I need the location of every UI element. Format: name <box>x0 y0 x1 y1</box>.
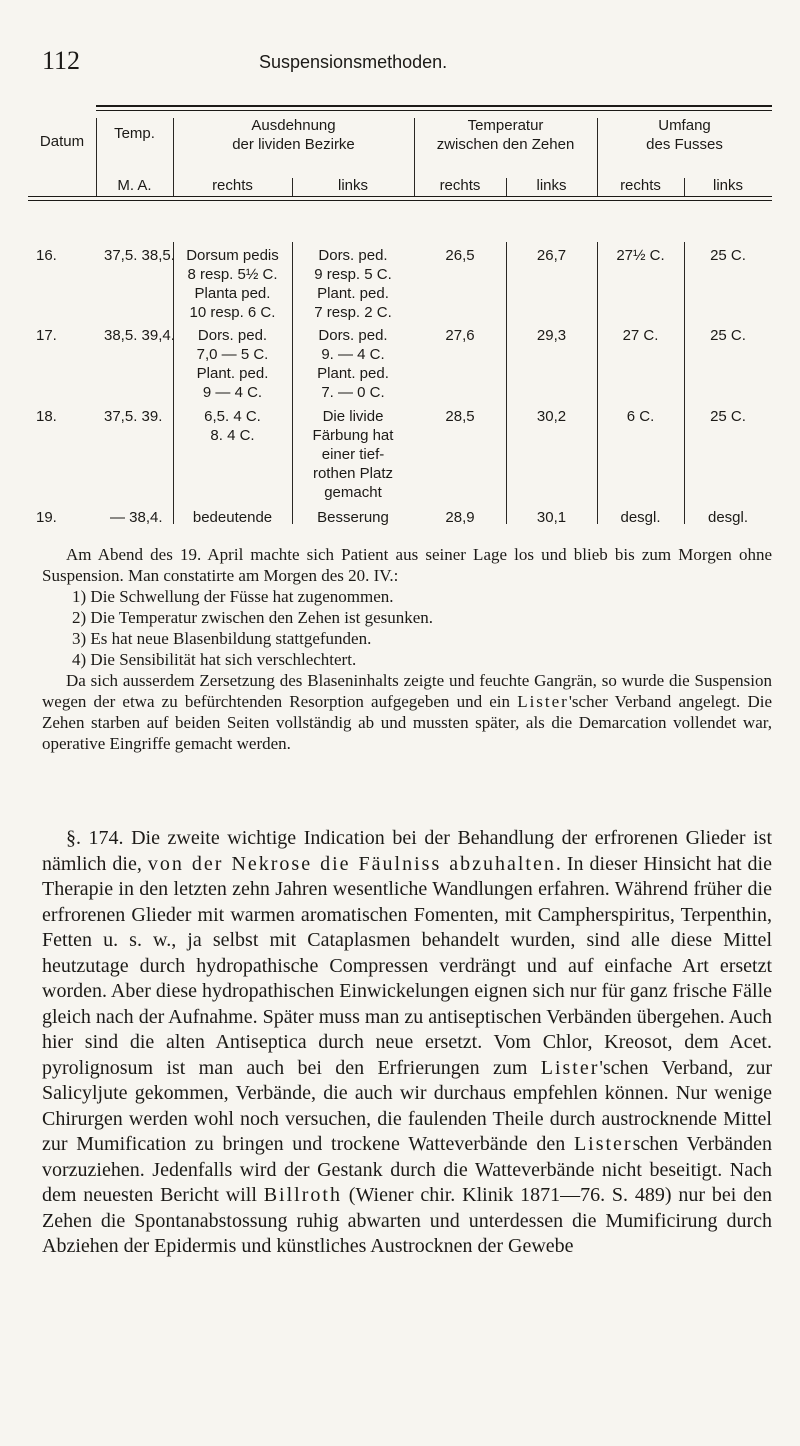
cell-ausdehnung-links: 9 resp. 5 C. <box>314 266 392 283</box>
cell-ausdehnung-links: Plant. ped. <box>317 285 389 302</box>
list-item: 4) Die Sensibilität hat sich verschlechtert. <box>72 650 357 669</box>
cell-ausdehnung-links: Dors. ped. <box>318 247 388 264</box>
cell-temp-links: 30,1 <box>536 509 567 526</box>
cell-ausdehnung-rechts: bedeutende <box>192 509 273 526</box>
header-temp: Temp. <box>114 125 155 142</box>
cell-ausdehnung-links: Färbung hat <box>312 427 394 444</box>
cell-temp: 37,5. 38,5. <box>104 247 175 264</box>
findings-list <box>42 586 772 670</box>
text-run: Da sich ausserdem Zersetzung des Blaseninhalts zeigte und feuchte Gangrän, so wurde die Suspension wegen der etwa zu befürchtenden Resorption aufgegeben und ein <box>42 671 772 711</box>
running-header <box>42 40 772 75</box>
cell-umfang-rechts: 27 C. <box>622 327 659 344</box>
paragraph <box>42 826 772 1260</box>
text-run: schen Verbänden vorzuziehen. Jedenfalls wird der Gestank durch die Watteverbände nicht beseitigt. Nach dem neuesten Bericht will <box>42 1133 772 1206</box>
header-rechts: rechts <box>439 177 481 194</box>
cell-datum: 18. <box>36 408 57 425</box>
cell-ausdehnung-links: Dors. ped. <box>318 327 388 344</box>
text-run: 'scher Verband angelegt. Die Zehen starben auf beiden Seiten vollständig ab und mussten später, als die Demarcation vollendet war, operative Eingriffe gemacht werden. <box>42 692 772 753</box>
paragraph <box>42 670 772 754</box>
text-run: . In dieser Hinsicht hat die Therapie in den letzten zehn Jahren wesentliche Wandlungen erfahren. Während früher die erfrorenen Glieder mit warmen aromatischen Fomenten, mit Campherspiritus, Terpenthin, Fetten u. s. w., ja selbst mit Cataplasmen behandelt wurden, sind alle diese Mittel heutzutage durch hydropathische Compressen verdrängt und auf einfache Art ersetzt worden. Aber diese hydropathischen Einwickelungen eignen sich nur für ganz frische Fälle gleich nach der Aufnahme. Später muss man zu antiseptischen Verbänden übergehen. Auch hier sind die alten Antiseptica durch neue ersetzt. Vom Chlor, Kreosot, dem Acet. pyrolignosum ist man auch bei den Erfrierungen zum <box>42 852 772 1079</box>
running-title: Suspensionsmethoden. <box>259 52 448 72</box>
cell-temp-rechts: 27,6 <box>445 327 475 344</box>
cell-ausdehnung-links: rothen Platz <box>312 465 394 482</box>
cell-ausdehnung-rechts: 6,5. 4 C. <box>204 408 261 425</box>
cell-ausdehnung-links: Besserung <box>317 509 389 526</box>
cell-ausdehnung-rechts: Planta ped. <box>194 285 271 302</box>
header-links: links <box>536 177 567 194</box>
section-174 <box>42 826 772 1260</box>
emphasis: von der Nekrose die Fäulniss abzuhalten <box>147 852 556 875</box>
header-rechts: rechts <box>212 177 253 194</box>
cell-datum: 19. <box>36 509 57 526</box>
header-ausdehnung-sub: der lividen Bezirke <box>232 136 355 153</box>
cell-ausdehnung-links: Plant. ped. <box>317 365 389 382</box>
header-ausdehnung: Ausdehnung <box>251 117 336 134</box>
cell-datum: 16. <box>36 247 57 264</box>
cell-temp: 37,5. 39. <box>104 408 163 425</box>
header-links: links <box>712 177 743 194</box>
cell-ausdehnung-links: gemacht <box>324 484 382 501</box>
cell-umfang-links: 25 C. <box>710 327 746 344</box>
cell-temp-links: 30,2 <box>536 408 567 425</box>
table-header-rule-thin <box>28 200 772 201</box>
text-run: (Wiener chir. Klinik 1871—76. S. 489) nur bei den Zehen die Spontanabstossung ruhig abwarten und unterdessen die Mumificirung durch Abziehen der Epidermis und künstliches Austrocknen der Gewebe <box>42 1184 772 1257</box>
table-header-rule <box>28 196 772 197</box>
header-datum: Datum <box>39 133 85 150</box>
cell-ausdehnung-rechts: 8. 4 C. <box>210 427 255 444</box>
header-temperatur-sub: zwischen den Zehen <box>436 136 575 153</box>
header-links: links <box>337 177 368 194</box>
cell-ausdehnung-rechts: 10 resp. 6 C. <box>189 304 276 321</box>
cell-temp-rechts: 28,9 <box>445 509 475 526</box>
cell-ausdehnung-rechts: 9 — 4 C. <box>202 384 263 401</box>
table-top-rule <box>96 105 772 107</box>
cell-ausdehnung-rechts: 8 resp. 5½ C. <box>187 266 278 283</box>
text-run: §. 174. Die zweite wichtige Indication bei der Behandlung der erfrorenen Glieder ist nämlich die, <box>42 827 772 875</box>
cell-ausdehnung-links: Die livide <box>322 408 384 425</box>
header-temperatur: Temperatur <box>467 117 544 134</box>
cell-umfang-rechts: desgl. <box>620 509 661 526</box>
cell-ausdehnung-rechts: 7,0 — 5 C. <box>196 346 269 363</box>
header-temp-sub: M. A. <box>117 177 152 194</box>
cell-temp: — 38,4. <box>110 509 163 526</box>
cell-ausdehnung-links: 9. — 4 C. <box>321 346 385 363</box>
header-umfang: Umfang <box>658 117 711 134</box>
col-divider <box>597 242 598 524</box>
list-item: 3) Es hat neue Blasenbildung stattgefunden. <box>72 629 372 648</box>
paragraph: Am Abend des 19. April machte sich Patient aus seiner Lage los und blieb bis zum Morgen ohne Suspension. Man constatirte am Morgen des 20. IV.: <box>42 545 772 585</box>
cell-datum: 17. <box>36 327 57 344</box>
cell-temp-rechts: 26,5 <box>445 247 475 264</box>
cell-umfang-rechts: 27½ C. <box>616 247 665 264</box>
cell-ausdehnung-rechts: Dors. ped. <box>197 327 268 344</box>
author-name: Lister <box>540 1056 600 1079</box>
cell-ausdehnung-rechts: Plant. ped. <box>196 365 269 382</box>
header-umfang-sub: des Fusses <box>646 136 723 153</box>
cell-temp: 38,5. 39,4. <box>104 327 175 344</box>
cell-temp-rechts: 28,5 <box>445 408 475 425</box>
header-rechts: rechts <box>620 177 661 194</box>
list-item: 2) Die Temperatur zwischen den Zehen ist gesunken. <box>72 608 434 627</box>
col-divider <box>506 242 507 524</box>
col-divider <box>684 242 685 524</box>
table-top-rule-thin <box>96 110 772 111</box>
text-run: 'schen Verband, zur Salicyljute gekommen, Verbände, die auch wir durchaus empfehlen können. Nur wenige Chirurgen werden wohl noch versuchen, die faulenden Theile durch austrocknende Mittel zur Mumification zu bringen und trockene Watteverbände den <box>42 1056 773 1155</box>
cell-umfang-links: desgl. <box>707 509 749 526</box>
cell-umfang-links: 25 C. <box>710 247 746 264</box>
cell-temp-links: 29,3 <box>536 327 567 344</box>
cell-ausdehnung-links: einer tief- <box>321 446 385 463</box>
author-name: Lister <box>573 1133 633 1155</box>
author-name: Billroth <box>263 1184 342 1206</box>
cell-umfang-links: 25 C. <box>710 408 746 425</box>
list-item: 1) Die Schwellung der Füsse hat zugenommen. <box>72 587 394 606</box>
author-name: Lister <box>517 692 569 711</box>
cell-temp-links: 26,7 <box>536 247 567 264</box>
cell-ausdehnung-links: 7. — 0 C. <box>321 384 385 401</box>
cell-umfang-rechts: 6 C. <box>626 408 655 425</box>
cell-ausdehnung-rechts: Dorsum pedis <box>186 247 279 264</box>
cell-ausdehnung-links: 7 resp. 2 C. <box>314 304 392 321</box>
page-number: 112 <box>42 46 81 75</box>
case-report-text <box>42 544 772 754</box>
